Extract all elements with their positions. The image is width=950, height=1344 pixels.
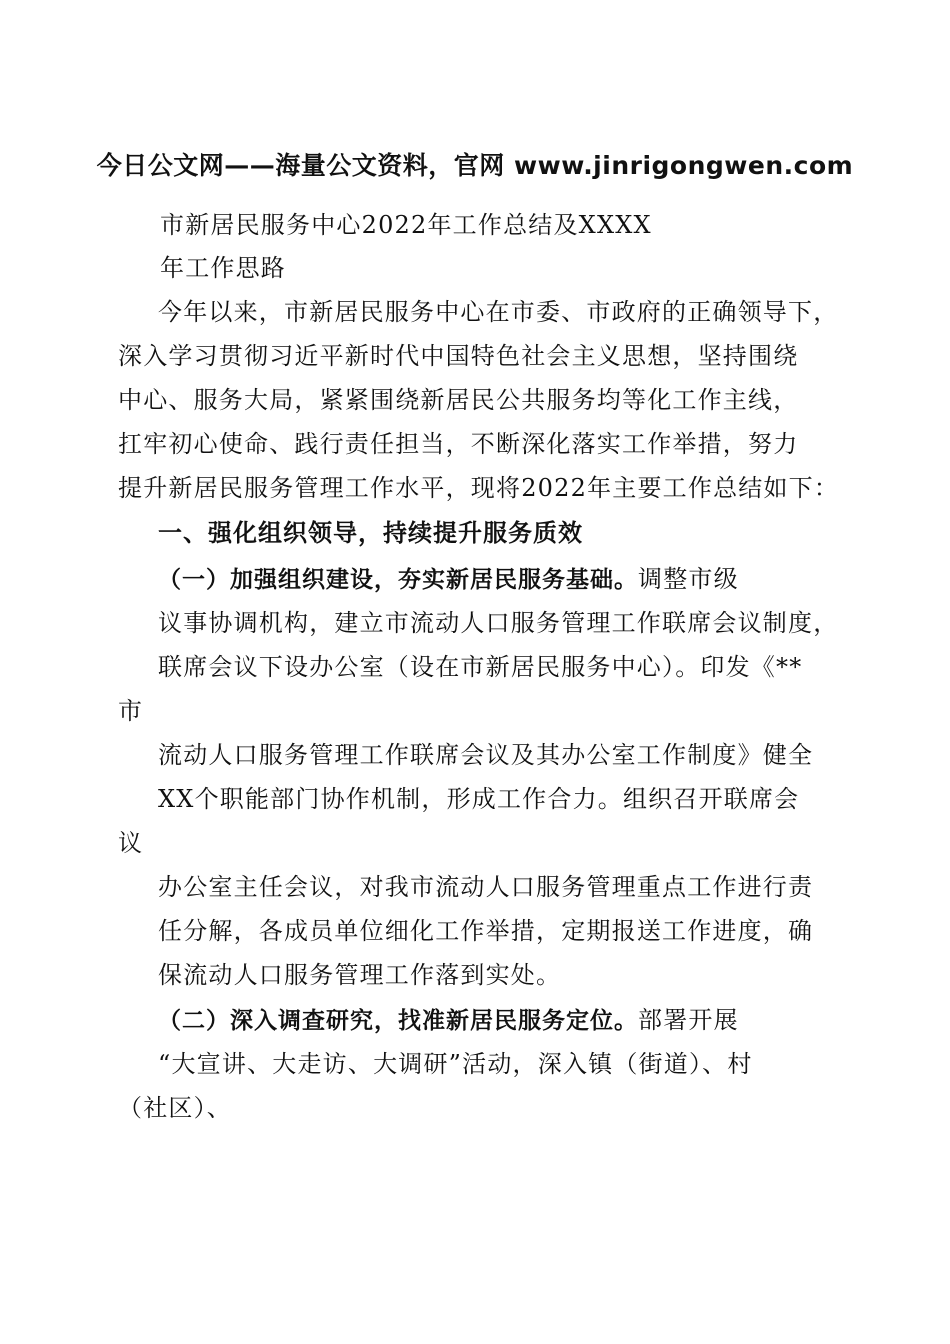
body-line: （社区）、 [118, 1094, 232, 1122]
section-heading: 一、强化组织领导，持续提升服务质效 [158, 519, 583, 547]
subsection-text: 部署开展 [638, 1006, 739, 1034]
site-banner: 今日公文网——海量公文资料，官网 www.jinrigongwen.com [96, 151, 854, 180]
body-line: 流动人口服务管理工作联席会议及其办公室工作制度》健全 [158, 741, 814, 769]
subsection-text: 调整市级 [638, 565, 739, 593]
body-line: 议事协调机构，建立市流动人口服务管理工作联席会议制度， [158, 609, 839, 637]
body-line: 保流动人口服务管理工作落到实处。 [158, 961, 562, 989]
subsection-line [158, 564, 739, 595]
document-title-line-2: 年工作思路 [160, 254, 286, 282]
intro-line: 扛牢初心使命、践行责任担当，不断深化落实工作举措，努力 [118, 430, 799, 458]
subsection-line [158, 1005, 739, 1036]
intro-line: 提升新居民服务管理工作水平，现将2022年主要工作总结如下： [118, 474, 840, 502]
body-line: “大宣讲、大走访、大调研”活动，深入镇（街道）、村 [158, 1050, 753, 1078]
subsection-heading: （一）加强组织建设，夯实新居民服务基础。 [158, 567, 638, 593]
body-line: 办公室主任会议，对我市流动人口服务管理重点工作进行责 [158, 873, 814, 901]
body-line: 市 [118, 697, 144, 725]
intro-line: 今年以来，市新居民服务中心在市委、市政府的正确领导下， [158, 298, 839, 326]
intro-line: 深入学习贯彻习近平新时代中国特色社会主义思想，坚持围绕 [118, 342, 799, 370]
subsection-heading: （二）深入调查研究，找准新居民服务定位。 [158, 1008, 638, 1034]
body-line: 联席会议下设办公室（设在市新居民服务中心）。印发《** [158, 653, 803, 681]
body-line: XX个职能部门协作机制，形成工作合力。组织召开联席会 [158, 785, 800, 813]
body-line: 议 [118, 829, 144, 857]
intro-line: 中心、服务大局，紧紧围绕新居民公共服务均等化工作主线， [118, 386, 799, 414]
document-title-line-1: 市新居民服务中心2022年工作总结及XXXX [160, 211, 652, 239]
body-line: 任分解，各成员单位细化工作举措，定期报送工作进度，确 [158, 917, 814, 945]
